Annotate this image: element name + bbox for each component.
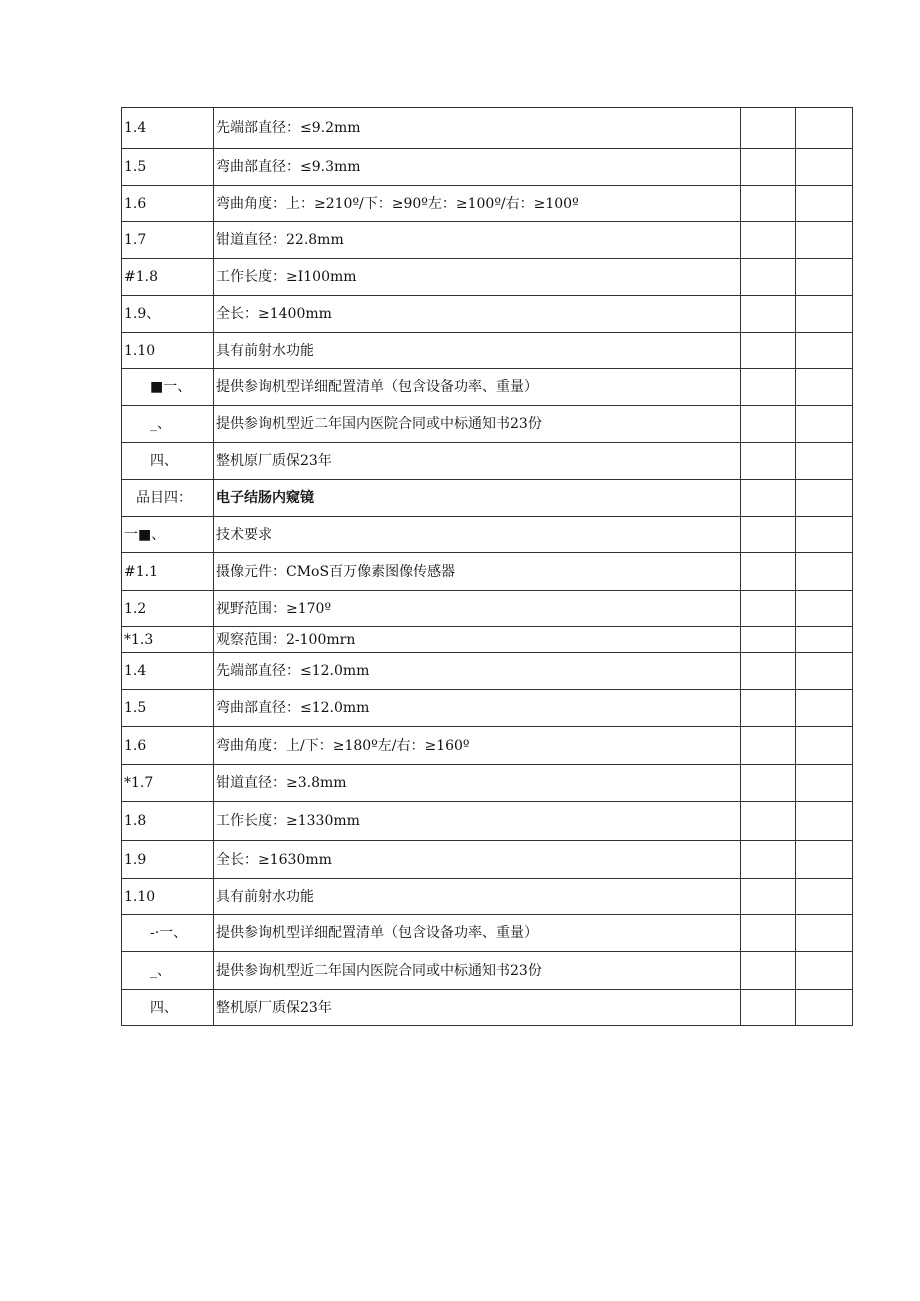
table-row — [122, 296, 853, 333]
item-description: 提供参询机型详细配置清单（包含设备功率、重量） — [214, 915, 741, 952]
item-number: 1.5 — [122, 149, 214, 186]
item-number: 1.2 — [122, 591, 214, 627]
item-description: 钳道直径：≥3.8mm — [214, 765, 741, 802]
response-cell — [741, 915, 796, 952]
item-description: 全长：≥1400mm — [214, 296, 741, 333]
item-number: 四、 — [122, 990, 214, 1026]
table-row — [122, 553, 853, 591]
item-description: 工作长度：≥1330mm — [214, 802, 741, 841]
table-row — [122, 952, 853, 990]
remark-cell — [796, 517, 853, 553]
response-cell — [741, 222, 796, 259]
response-cell — [741, 296, 796, 333]
table-row — [122, 108, 853, 149]
remark-cell — [796, 149, 853, 186]
response-cell — [741, 765, 796, 802]
table-row — [122, 765, 853, 802]
item-number: 1.9、 — [122, 296, 214, 333]
remark-cell — [796, 802, 853, 841]
item-number: 1.6 — [122, 186, 214, 222]
remark-cell — [796, 553, 853, 591]
table-row — [122, 369, 853, 406]
table-row — [122, 802, 853, 841]
table-row — [122, 990, 853, 1026]
remark-cell — [796, 406, 853, 443]
remark-cell — [796, 108, 853, 149]
response-cell — [741, 108, 796, 149]
item-description: 先端部直径：≤9.2mm — [214, 108, 741, 149]
remark-cell — [796, 333, 853, 369]
item-description: 提供参询机型近二年国内医院合同或中标通知书23份 — [214, 406, 741, 443]
response-cell — [741, 406, 796, 443]
response-cell — [741, 369, 796, 406]
item-number: 1.5 — [122, 690, 214, 727]
table-row — [122, 879, 853, 915]
response-cell — [741, 443, 796, 480]
remark-cell — [796, 952, 853, 990]
item-description: 提供参询机型详细配置清单（包含设备功率、重量） — [214, 369, 741, 406]
response-cell — [741, 727, 796, 765]
response-cell — [741, 653, 796, 690]
item-number: -·一、 — [122, 915, 214, 952]
remark-cell — [796, 690, 853, 727]
item-number: *1.3 — [122, 627, 214, 653]
item-description: 弯曲部直径：≤12.0mm — [214, 690, 741, 727]
item-description: 弯曲部直径：≤9.3mm — [214, 149, 741, 186]
item-number: _、 — [122, 406, 214, 443]
item-number: 1.9 — [122, 841, 214, 879]
remark-cell — [796, 990, 853, 1026]
table-row — [122, 627, 853, 653]
response-cell — [741, 690, 796, 727]
item-description: 钳道直径：22.8mm — [214, 222, 741, 259]
table-row — [122, 727, 853, 765]
remark-cell — [796, 765, 853, 802]
item-description: 技术要求 — [214, 517, 741, 553]
item-number: 1.7 — [122, 222, 214, 259]
item-description: 电子结肠内窥镜 — [214, 480, 741, 517]
table-row — [122, 915, 853, 952]
item-description: 全长：≥1630mm — [214, 841, 741, 879]
table-row — [122, 149, 853, 186]
remark-cell — [796, 296, 853, 333]
response-cell — [741, 149, 796, 186]
item-number: 品目四： — [122, 480, 214, 517]
response-cell — [741, 841, 796, 879]
item-description: 视野范围：≥170º — [214, 591, 741, 627]
item-number: #1.1 — [122, 553, 214, 591]
response-cell — [741, 480, 796, 517]
spec-table-body — [122, 108, 853, 1026]
table-row — [122, 186, 853, 222]
item-number: 1.8 — [122, 802, 214, 841]
response-cell — [741, 553, 796, 591]
item-number: 1.4 — [122, 653, 214, 690]
table-row — [122, 841, 853, 879]
remark-cell — [796, 879, 853, 915]
response-cell — [741, 802, 796, 841]
item-description: 摄像元件：CMoS百万像素图像传感器 — [214, 553, 741, 591]
item-number: _、 — [122, 952, 214, 990]
response-cell — [741, 627, 796, 653]
item-description: 弯曲角度：上：≥210º/下：≥90º左：≥100º/右：≥100º — [214, 186, 741, 222]
remark-cell — [796, 591, 853, 627]
remark-cell — [796, 915, 853, 952]
item-number: *1.7 — [122, 765, 214, 802]
item-description: 具有前射水功能 — [214, 333, 741, 369]
remark-cell — [796, 841, 853, 879]
response-cell — [741, 186, 796, 222]
response-cell — [741, 591, 796, 627]
spec-table — [121, 107, 853, 1026]
item-description: 先端部直径：≤12.0mm — [214, 653, 741, 690]
item-number: 1.10 — [122, 333, 214, 369]
table-row — [122, 690, 853, 727]
remark-cell — [796, 653, 853, 690]
table-row — [122, 443, 853, 480]
table-row — [122, 406, 853, 443]
remark-cell — [796, 443, 853, 480]
item-number: 1.10 — [122, 879, 214, 915]
remark-cell — [796, 222, 853, 259]
table-row — [122, 480, 853, 517]
item-description: 工作长度：≥I100mm — [214, 259, 741, 296]
item-number: ■一、 — [122, 369, 214, 406]
item-number: 四、 — [122, 443, 214, 480]
remark-cell — [796, 627, 853, 653]
table-row — [122, 653, 853, 690]
response-cell — [741, 879, 796, 915]
item-number: 1.4 — [122, 108, 214, 149]
item-number: 一■、 — [122, 517, 214, 553]
table-row — [122, 517, 853, 553]
remark-cell — [796, 369, 853, 406]
table-row — [122, 333, 853, 369]
remark-cell — [796, 480, 853, 517]
remark-cell — [796, 186, 853, 222]
response-cell — [741, 259, 796, 296]
item-description: 观察范围：2-100mrn — [214, 627, 741, 653]
response-cell — [741, 333, 796, 369]
item-description: 整机原厂质保23年 — [214, 443, 741, 480]
table-row — [122, 591, 853, 627]
item-number: #1.8 — [122, 259, 214, 296]
item-description: 整机原厂质保23年 — [214, 990, 741, 1026]
remark-cell — [796, 259, 853, 296]
item-description: 具有前射水功能 — [214, 879, 741, 915]
item-number: 1.6 — [122, 727, 214, 765]
response-cell — [741, 952, 796, 990]
remark-cell — [796, 727, 853, 765]
response-cell — [741, 517, 796, 553]
table-row — [122, 222, 853, 259]
item-description: 提供参询机型近二年国内医院合同或中标通知书23份 — [214, 952, 741, 990]
item-description: 弯曲角度：上/下：≥180º左/右：≥160º — [214, 727, 741, 765]
table-row — [122, 259, 853, 296]
response-cell — [741, 990, 796, 1026]
